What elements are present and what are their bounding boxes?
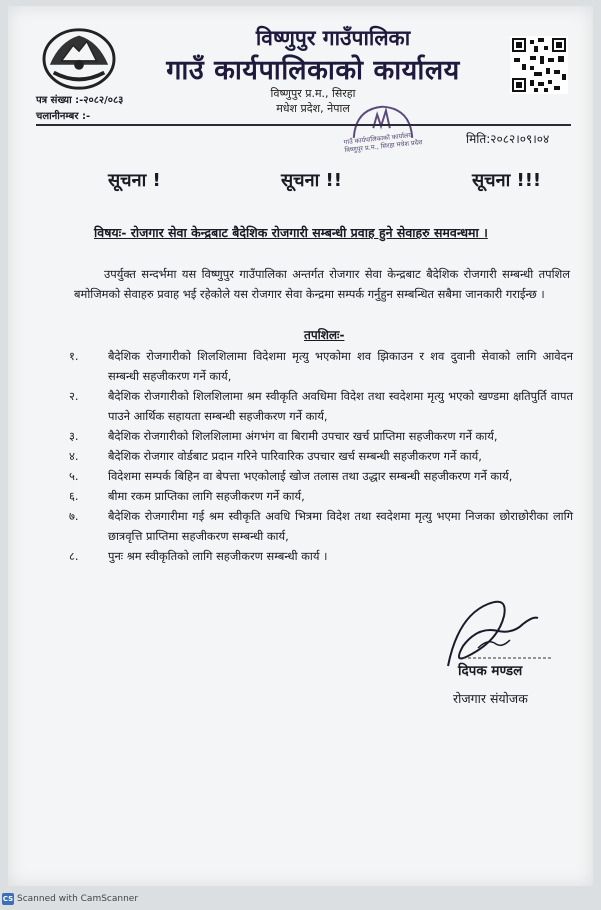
list-item — [63, 446, 573, 466]
details-heading: तपशिलः- — [304, 328, 345, 342]
notice-heading-2: सूचना !! — [281, 170, 342, 191]
item-number: २. — [69, 389, 79, 403]
list-item — [63, 426, 573, 446]
address-line-2: मधेश प्रदेश, नेपाल — [276, 102, 350, 115]
item-text: विदेशमा सम्पर्क बिहिन वा बेपत्ता भएकोलाई खोज तलास तथा उद्धार सम्बन्धी सहजीकरण गर्ने कार्य, — [108, 469, 513, 483]
item-text: बैदेशिक रोजगारीको शिलशिलामा अंगभंग वा बिरामी उपचार खर्च प्राप्तिमा सहजीकरण गर्ने कार्य, — [108, 429, 498, 443]
scanned-with-text: Scanned with CamScanner — [17, 894, 139, 904]
signatory-name: दिपक मण्डल — [458, 663, 523, 679]
date: मिति:२०८२।०९।०४ — [466, 132, 550, 146]
office-name: गाउँ कार्यपालिकाको कार्यालय — [166, 55, 460, 86]
stamp-text: गाउँ कार्यपालिकाको कार्यालय विष्णुपुर प्र.म., सिरहा मधेश प्रदेश — [343, 131, 423, 155]
scanner-watermark — [2, 893, 138, 905]
nepal-emblem-icon — [40, 22, 118, 92]
signatory-title: रोजगार संयोजक — [453, 691, 528, 706]
item-number: ३. — [69, 429, 79, 443]
item-number: ५. — [69, 469, 79, 483]
intro-paragraph: उपर्युक्त सन्दर्भमा यस विष्णुपुर गाउँपालिका अन्तर्गत रोजगार सेवा केन्द्रबाट बैदेशिक रोजगारी सम्बन्धी तपशिल बमोजिमको सेवाहरु प्रवाह भई रहेकोले यस रोजगार सेवा केन्द्रमा सम्पर्क गर्नुहुन सम्बन्धित सबैमा जानकारी गराईन्छ । — [74, 267, 570, 301]
address-line-1: विष्णुपुर प्र.म., सिरहा — [270, 87, 356, 100]
item-number: ७. — [69, 509, 79, 523]
item-text: बैदेशिक रोजगारीको शिलशिलामा विदेशमा मृत्यु भएकोमा शव झिकाउन र शव दुवानी सेवाको लागि आवेदन सम्बन्धी सहजीकरण गर्ने कार्य, — [108, 349, 573, 383]
notice-heading-1: सूचना ! — [108, 170, 161, 191]
item-text: बैदेशिक रोजगारीमा गई श्रम स्वीकृति अवधि भित्रमा विदेश तथा स्वदेशमा मृत्यु भएमा निजका छोराछोरीका लागि छात्रवृत्ति प्राप्तिमा सहजीकरण सम्बन्धी कार्य, — [108, 509, 573, 543]
municipality-name: विष्णुपुर गाउँपालिका — [255, 26, 411, 50]
item-text: बैदेशिक रोजगारीको शिलशिलामा श्रम स्वीकृति अवधिमा विदेश तथा स्वदेशमा मृत्यु भएको खण्डमा क्षतिपुर्ति वापत पाउने आर्थिक सहायता सम्बन्धी सहजीकरण गर्ने कार्य, — [108, 389, 573, 423]
list-item — [63, 386, 573, 426]
item-text: बीमा रकम प्राप्तिका लागि सहजीकरण गर्ने कार्य, — [108, 489, 305, 503]
list-item — [63, 486, 573, 506]
header-divider — [36, 124, 571, 126]
item-number: ४. — [69, 449, 79, 463]
item-text: बैदेशिक रोजगार वोर्डबाट प्रदान गरिने पारिवारिक उपचार खर्च सम्बन्धी सहजीकरण गर्ने कार्य, — [108, 449, 482, 463]
camscanner-icon: CS — [2, 895, 14, 903]
list-item — [63, 506, 573, 546]
subject-line: विषयः- रोजगार सेवा केन्द्रबाट बैदेशिक रोजगारी सम्बन्धी प्रवाह हुने सेवाहरु समवन्धमा । — [94, 225, 488, 240]
list-item — [63, 346, 573, 386]
item-number: ८. — [69, 549, 79, 563]
service-list — [63, 346, 573, 566]
qr-code-icon — [510, 36, 568, 94]
list-item — [63, 466, 573, 486]
document-page — [8, 6, 593, 886]
item-text: पुनः श्रम स्वीकृतिको लागि सहजीकरण सम्बन्धी कार्य । — [108, 549, 328, 563]
letter-number: पत्र संख्या :-२०८२/०८३ — [36, 95, 124, 106]
notice-heading-3: सूचना !!! — [472, 170, 542, 191]
item-number: ६. — [69, 489, 79, 503]
item-number: १. — [69, 349, 79, 363]
list-item — [63, 546, 573, 566]
dispatch-number: चलानीनम्बर :- — [36, 111, 91, 122]
